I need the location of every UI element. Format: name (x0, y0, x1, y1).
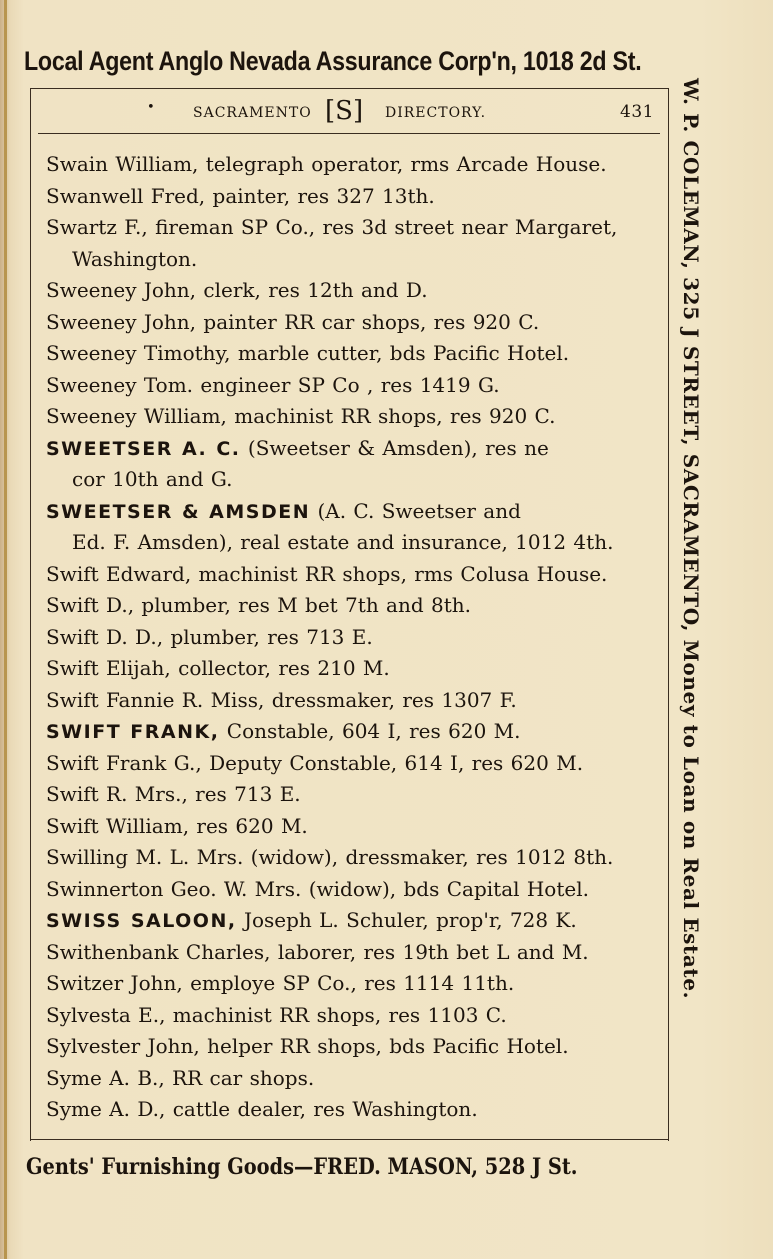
directory-entry (46, 590, 658, 622)
directory-entry (46, 716, 658, 748)
directory-entry (46, 149, 658, 181)
entry-text: Sylvester John, helper RR shops, bds Pacific Hotel. (46, 1034, 569, 1058)
directory-entry (46, 401, 658, 433)
entry-text: Sylvesta E., machinist RR shops, res 1103 C. (46, 1002, 507, 1027)
entry-text: (A. C. Sweetser and (310, 498, 521, 523)
entry-text: Ed. F. Amsden), real estate and insurance, 1012 4th. (72, 530, 614, 554)
directory-entry (46, 433, 658, 465)
entry-text: Swartz F., fireman SP Co., res 3d street near Margaret, (46, 215, 618, 239)
entry-text: Swift D., plumber, res M bet 7th and 8th. (46, 593, 472, 617)
entry-text: Swift Frank G., Deputy Constable, 614 I, res 620 M. (46, 750, 584, 775)
entry-continuation-line (46, 244, 658, 276)
directory-entry (46, 275, 658, 307)
directory-entry (46, 842, 658, 874)
directory-entry (46, 968, 658, 1000)
header-city: SACRAMENTO (193, 105, 312, 121)
directory-entry (46, 1031, 658, 1063)
entry-text: Sweeney John, painter RR car shops, res 920 C. (46, 309, 540, 334)
entry-text: Swain William, telegraph operator, rms Arcade House. (46, 152, 607, 176)
header-dot: • (147, 100, 156, 115)
directory-entries (46, 149, 658, 1126)
entry-text: Syme A. B., RR car shops. (46, 1065, 315, 1090)
entry-text: Swift William, res 620 M. (46, 813, 308, 838)
directory-entry (46, 811, 658, 843)
running-header (40, 96, 660, 132)
entry-text: Swift Fannie R. Miss, dressmaker, res 1307 F. (46, 687, 517, 712)
directory-entry (46, 307, 658, 339)
entry-text: Switzer John, employe SP Co., res 1114 11th. (46, 971, 515, 995)
entry-text: Joseph L. Schuler, prop'r, 728 K. (236, 908, 577, 932)
directory-entry (46, 370, 658, 402)
page-edge (4, 0, 7, 1259)
directory-entry (46, 559, 658, 591)
section-letter: [S] (325, 96, 364, 126)
entry-text: Sweeney John, clerk, res 12th and D. (46, 278, 428, 302)
entry-text: Washington. (72, 246, 198, 271)
entry-text: cor 10th and G. (72, 467, 233, 491)
header-directory: DIRECTORY. (385, 105, 487, 121)
directory-entry (46, 653, 658, 685)
entry-text: Sweeney William, machinist RR shops, res 920 C. (46, 404, 556, 428)
entry-text: Swift Edward, machinist RR shops, rms Colusa House. (46, 561, 608, 586)
entry-text: (Sweetser & Amsden), res ne (240, 435, 549, 460)
directory-entry (46, 1063, 658, 1095)
directory-entry (46, 212, 658, 244)
directory-entry (46, 874, 658, 906)
entry-text: Sweeney Timothy, marble cutter, bds Pacific Hotel. (46, 341, 570, 365)
entry-bold-name: SWEETSER & AMSDEN (46, 500, 311, 523)
page-frame-bottom-rule (30, 1139, 669, 1140)
directory-entry (46, 1000, 658, 1032)
directory-entry (46, 496, 658, 528)
directory-entry (46, 622, 658, 654)
directory-entry (46, 685, 658, 717)
directory-entry (46, 181, 658, 213)
entry-text: Swithenbank Charles, laborer, res 19th bet L and M. (46, 939, 589, 964)
entry-continuation-line (46, 527, 658, 559)
directory-entry (46, 779, 658, 811)
entry-text: Swift D. D., plumber, res 713 E. (46, 624, 373, 649)
side-advertisement: W. P. COLEMAN, 325 J STREET, SACRAMENTO, Money to Loan on Real Estate. (679, 78, 703, 1000)
entry-text: Syme A. D., cattle dealer, res Washington. (46, 1097, 478, 1121)
directory-entry (46, 905, 658, 937)
header-rule (38, 133, 660, 134)
directory-entry (46, 748, 658, 780)
bottom-advertisement: Gents' Furnishing Goods—FRED. MASON, 528 J St. (26, 1154, 578, 1180)
entry-continuation-line (46, 464, 658, 496)
entry-bold-name: SWISS SALOON, (46, 910, 237, 932)
entry-bold-name: SWEETSER A. C. (46, 437, 241, 460)
directory-entry (46, 937, 658, 969)
entry-text: Swinnerton Geo. W. Mrs. (widow), bds Capital Hotel. (46, 876, 589, 901)
entry-text: Swift Elijah, collector, res 210 M. (46, 656, 390, 680)
entry-text: Sweeney Tom. engineer SP Co , res 1419 G. (46, 372, 500, 397)
entry-bold-name: SWIFT FRANK, (46, 721, 220, 743)
entry-text: Constable, 604 I, res 620 M. (219, 719, 521, 743)
entry-text: Swilling M. L. Mrs. (widow), dressmaker, res 1012 8th. (46, 845, 614, 869)
top-advertisement: Local Agent Anglo Nevada Assurance Corp'n, 1018 2d St. (24, 46, 642, 76)
entry-text: Swanwell Fred, painter, res 327 13th. (46, 183, 435, 208)
page-number: 431 (620, 102, 654, 122)
directory-entry (46, 1094, 658, 1126)
entry-text: Swift R. Mrs., res 713 E. (46, 782, 301, 806)
directory-entry (46, 338, 658, 370)
